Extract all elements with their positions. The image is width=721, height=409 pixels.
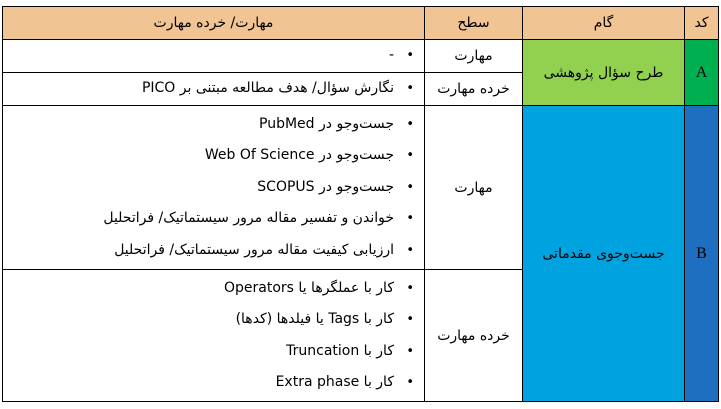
list-item: • -: [3, 40, 424, 72]
list-item: • جست‌وجو در Web Of Science: [3, 140, 424, 172]
bullet-icon: •: [406, 343, 414, 359]
list-item: • کار با عملگرها یا Operators: [3, 273, 424, 305]
subskills-cell: [3, 73, 425, 106]
skills-cell: [3, 40, 425, 73]
level-cell: خرده مهارت: [425, 73, 523, 106]
list-item: • ارزیابی کیفیت مقاله مرور سیستماتیک/ فراتحلیل: [3, 235, 424, 267]
list-item: • کار با Truncation: [3, 336, 424, 368]
skill-list: [3, 109, 424, 267]
level-cell: مهارت: [425, 106, 523, 270]
header-row: [3, 7, 719, 40]
code-cell-b: B: [685, 106, 719, 402]
header-step: گام: [523, 7, 685, 40]
bullet-icon: •: [406, 242, 414, 258]
skills-table: [2, 6, 719, 402]
bullet-icon: •: [406, 148, 414, 164]
bullet-icon: •: [406, 280, 414, 296]
skill-list: [3, 40, 424, 72]
header-skills: مهارت/ خرده مهارت: [3, 7, 425, 40]
subskill-list: [3, 273, 424, 399]
header-level: سطح: [425, 7, 523, 40]
header-code: کد: [685, 7, 719, 40]
bullet-icon: •: [406, 211, 414, 227]
bullet-icon: •: [406, 81, 414, 97]
subskill-list: [3, 73, 424, 105]
subskills-cell: [3, 270, 425, 402]
list-item: • کار با Tags یا فیلدها (کدها): [3, 304, 424, 336]
level-cell: خرده مهارت: [425, 270, 523, 402]
step-cell-b: جست‌وجوی مقدماتی: [523, 106, 685, 402]
table-row: [3, 106, 719, 270]
bullet-icon: •: [406, 116, 414, 132]
level-cell: مهارت: [425, 40, 523, 73]
bullet-icon: •: [406, 179, 414, 195]
bullet-icon: •: [406, 312, 414, 327]
skills-cell: [3, 106, 425, 270]
table-row: [3, 40, 719, 73]
list-item: • نگارش سؤال/ هدف مطالعه مبتنی بر PICO: [3, 73, 424, 105]
list-item: • کار با Extra phase: [3, 367, 424, 399]
list-item: • جست‌وجو در SCOPUS: [3, 172, 424, 204]
code-cell-a: A: [685, 40, 719, 106]
step-cell-a: طرح سؤال پژوهشی: [523, 40, 685, 106]
bullet-icon: •: [406, 375, 414, 390]
list-item: • خواندن و تفسیر مقاله مرور سیستماتیک/ فراتحلیل: [3, 203, 424, 235]
list-item: • جست‌وجو در PubMed: [3, 109, 424, 141]
bullet-icon: •: [406, 48, 414, 64]
